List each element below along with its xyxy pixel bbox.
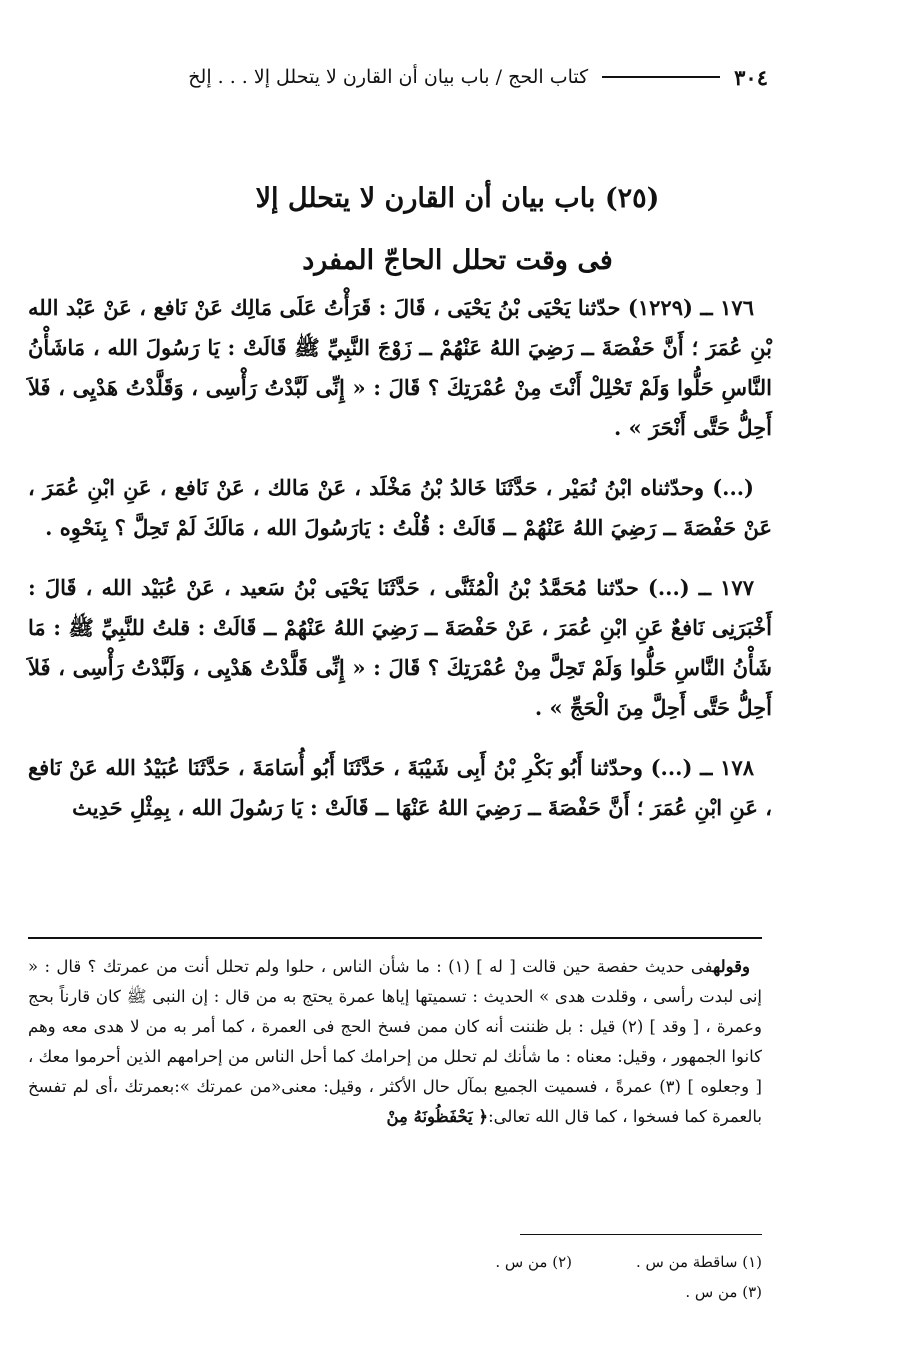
quran-quote: ﴿ يَحْفَظُونَهُ مِنْ xyxy=(386,1107,489,1126)
chapter-heading xyxy=(60,168,855,292)
hadith-paragraph: ١٧٦ ــ (١٢٢٩) حدّثنا يَحْيَى بْنُ يَحْيَى ، قَالَ : قَرَأْتُ عَلَى مَالِك عَنْ نَافع ، عَنْ عَبْد الله بْنِ عُمَرَ ؛ أَنَّ حَفْصَةَ ــ رَضِيَ اللهُ عَنْهُمْ ــ زَوْجَ النَّبِيِّ ﷺ قَالَتْ : يَا رَسُولَ الله ، مَاشَأْنُ النَّاسِ حَلُّوا وَلَمْ تَحْلِلْ أَنْتَ مِنْ عُمْرَتِكَ ؟ قَالَ : « إِنِّى لَبَّدْتُ رَأْسِى ، وَقَلَّدْتُ هَدْيِى ، فَلاَ أَحِلُّ حَتَّى أَنْحَرَ » . xyxy=(28,295,772,440)
commentary xyxy=(28,952,762,1132)
hadith-paragraph: ١٧٨ ــ (...) وحدّثنا أَبُو بَكْرِ بْنُ أَبِى شَيْبَةَ ، حَدَّثَنَا أَبُو أُسَامَةَ ، حَدَّثَنَا عُبَيْدُ الله عَنْ نَافع ، عَنِ ابْنِ عُمَرَ ؛ أَنَّ حَفْصَةَ ــ رَضِيَ اللهُ عَنْهَا ــ قَالَتْ : يَا رَسُولَ الله ، بِمِثْلِ حَدِيث xyxy=(28,755,772,820)
note-1: (١) ساقطة من س . xyxy=(635,1253,762,1271)
hadith-text xyxy=(28,288,772,848)
footnote-separator xyxy=(28,937,762,939)
header-rule xyxy=(602,76,720,78)
commentary-paragraph xyxy=(28,952,762,1132)
commentary-lead: وقوله xyxy=(712,957,750,976)
hadith-paragraph: ١٧٧ ــ (...) حدّثنا مُحَمَّدُ بْنُ الْمُثَنَّى ، حَدَّثَنَا يَحْيَى بْنُ سَعيد ، عَنْ عُبَيْد الله ، قَالَ : أَخْبَرَنِى نَافعٌ عَنِ ابْنِ عُمَرَ ، عَنْ حَفْصَةَ ــ رَضِيَ اللهُ عَنْهُمْ ــ قَالَتْ : قلتُ للنَّبِيِّ ﷺ : مَا شَأْنُ النَّاسِ حَلُّوا وَلَمْ تَحِلَّ مِنْ عُمْرَتِكَ ؟ قَالَ : « إِنِّى قَلَّدْتُ هَدْيِى ، وَلَبَّدْتُ رَأْسِى ، فَلاَ أَحِلُّ حَتَّى أَحِلَّ مِنَ الْحَجِّ » . xyxy=(28,575,772,720)
notes-row xyxy=(28,1277,762,1307)
page-number: ٣٠٤ xyxy=(734,64,768,90)
note-2: (٢) من س . xyxy=(495,1253,572,1271)
running-header xyxy=(28,60,768,94)
notes-row xyxy=(28,1247,762,1277)
hadith-paragraph: (...) وحدّثناه ابْنُ نُمَيْر ، حَدَّثَنَا خَالدُ بْنُ مَخْلَد ، عَنْ مَالك ، عَنْ نَافع ، عَنِ ابْنِ عُمَرَ ، عَنْ حَفْصَةَ ــ رَضِيَ اللهُ عَنْهُمْ ــ قَالَتْ : قُلْتُ : يَارَسُولَ الله ، مَالَكَ لَمْ تَحِلَّ ؟ بِنَحْوِه . xyxy=(28,475,772,540)
commentary-body: فى حديث حفصة حين قالت [ له ] (١) : ما شأن الناس ، حلوا ولم تحلل أنت من عمرتك ؟ قال : « إنى لبدت رأسى ، وقلدت هدى » الحديث : تسميتها إياها عمرة يحتج به من قال : إن النبى ﷺ كان قارناً بحج وعمرة ، [ وقد ] (٢) قيل : بل ظننت أنه كان ممن فسخ الحج فى العمرة ، كما أمر به من لا هدى معه وهم كانوا الجمهور ، وقيل: معناه : ما شأنك لم تحلل من إحرامك كما أحل الناس من إحرامهم الذين أحرموا معك ، [ وجعلوه ] (٣) عمرةً ، فسميت الجميع بمآل حال الأكثر ، وقيل: معنى«من عمرتك »:بعمرتك ،أى لم تفسخ بالعمرة كما فسخوا ، كما قال الله تعالى: xyxy=(28,957,762,1126)
note-3: (٣) من س . xyxy=(685,1283,762,1301)
source-notes xyxy=(28,1247,762,1307)
header-title: كتاب الحج / باب بيان أن القارن لا يتحلل إلا . . . إلخ xyxy=(188,66,589,88)
chapter-heading-line-1: (٢٥) باب بيان أن القارن لا يتحلل إلا xyxy=(255,183,660,214)
notes-separator xyxy=(520,1234,762,1235)
chapter-heading-line-2: فى وقت تحلل الحاجّ المفرد xyxy=(302,245,613,276)
